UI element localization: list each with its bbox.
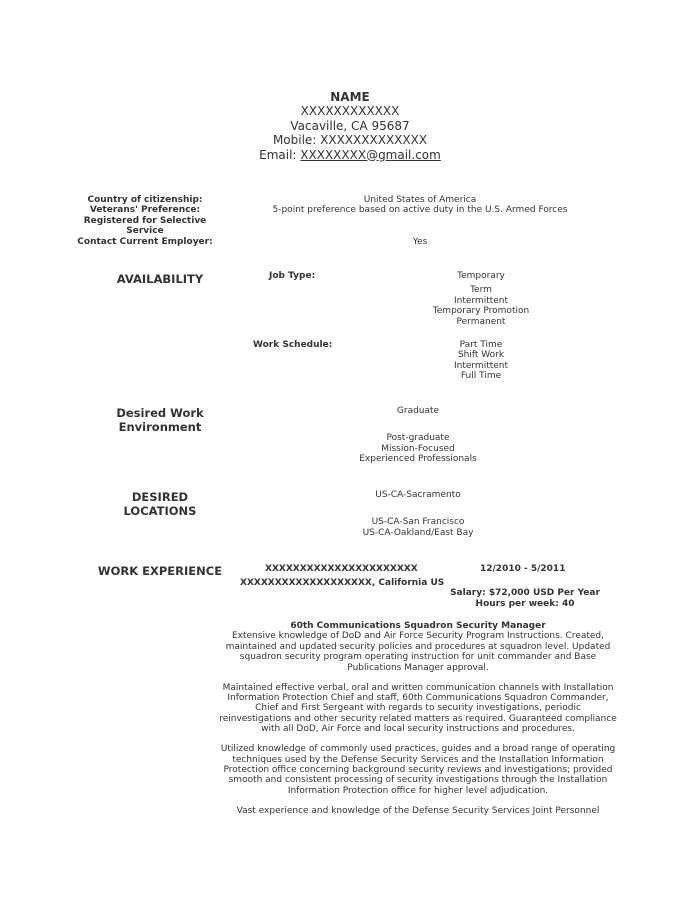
job-type-item: Term bbox=[470, 285, 492, 296]
desired-locations-list bbox=[348, 490, 488, 538]
work-schedule-item: Shift Work bbox=[457, 350, 505, 361]
employer-name: XXXXXXXXXXXXXXXXXXXXXX bbox=[265, 564, 418, 574]
availability-title: AVAILABILITY bbox=[116, 272, 204, 286]
label-selective-service-cont: Service bbox=[126, 226, 164, 237]
work-schedule-item: Intermittent bbox=[453, 360, 509, 371]
desired-environment-list bbox=[348, 406, 488, 465]
job-type-item: Intermittent bbox=[453, 295, 509, 306]
description-paragraph: Extensive knowledge of DoD and Air Force Security Program Instructions. Created, maintained and updated security policies and procedures at squadron level. Updated squadron security program operating instruction for unit commander and Base Publications Manager approval. bbox=[225, 631, 611, 673]
description-paragraph: Maintained effective verbal, oral and written communication channels with Installation Information Protection Chief and staff, 60th Communications Squadron Commander, Chief and First Sergeant with regards to security investigations, periodic reinvestigations and other security related matters as required. Guaranteed compliance with all DoD, Air Force and local security instructions and procedures. bbox=[219, 682, 617, 735]
work-schedule-item: Full Time bbox=[460, 371, 502, 382]
location-item: US-CA-Sacramento bbox=[375, 490, 461, 500]
work-schedule-label: Work Schedule: bbox=[253, 340, 333, 350]
citizenship-values bbox=[240, 195, 600, 247]
value-country: United States of America bbox=[363, 195, 477, 205]
location-item: US-CA-San Francisco bbox=[371, 517, 465, 528]
citizenship-labels bbox=[60, 195, 230, 247]
value-contact-employer: Yes bbox=[412, 236, 428, 247]
value-veterans: 5-point preference based on active duty in the U.S. Armed Forces bbox=[272, 205, 568, 216]
employer-location: XXXXXXXXXXXXXXXXXXX, California US bbox=[240, 578, 445, 588]
job-type-label: Job Type: bbox=[269, 271, 316, 281]
job-description bbox=[218, 621, 618, 826]
salary: Salary: $72,000 USD Per Year bbox=[450, 588, 600, 598]
environment-item: Experienced Professionals bbox=[359, 454, 477, 465]
work-experience-title: WORK EXPERIENCE bbox=[97, 564, 223, 578]
email-link[interactable]: XXXXXXXX@gmail.com bbox=[300, 147, 441, 162]
environment-item: Mission-Focused bbox=[381, 443, 455, 454]
job-type-item: Temporary bbox=[457, 271, 505, 281]
desired-locations-title-line1: DESIRED bbox=[131, 490, 189, 504]
description-paragraph: Utilized knowledge of commonly used practices, guides and a broad range of operating techniques used by the Defense Security Services and the Installation Information Protection office concerning background security reviews and investigations; provided smooth and consistent processing of security investigations through the Installation Information Protection office for higher level adjudication. bbox=[220, 744, 616, 796]
candidate-location: Vacaville, CA 95687 bbox=[290, 118, 410, 133]
description-paragraph: Vast experience and knowledge of the Defense Security Services Joint Personnel bbox=[236, 805, 600, 816]
environment-item: Graduate bbox=[396, 406, 440, 416]
candidate-id: XXXXXXXXXXXX bbox=[300, 104, 400, 118]
candidate-mobile: Mobile: XXXXXXXXXXXXX bbox=[272, 133, 428, 147]
desired-locations-title-line2: LOCATIONS bbox=[123, 504, 197, 518]
email-label: Email: bbox=[259, 147, 301, 162]
job-type-item: Temporary Promotion bbox=[432, 306, 530, 317]
environment-item: Post-graduate bbox=[386, 433, 450, 444]
employment-dates: 12/2010 - 5/2011 bbox=[480, 564, 566, 574]
label-selective-service: Registered for Selective bbox=[83, 215, 207, 226]
candidate-name: NAME bbox=[330, 90, 370, 104]
desired-environment-title bbox=[80, 406, 240, 434]
desired-locations-title bbox=[80, 490, 240, 518]
position-title: 60th Communications Squadron Security Manager bbox=[290, 621, 546, 631]
job-type-item: Permanent bbox=[456, 316, 506, 327]
hours-per-week: Hours per week: 40 bbox=[475, 599, 575, 609]
work-schedule-item: Part Time bbox=[459, 340, 503, 350]
candidate-email bbox=[0, 148, 700, 163]
label-veterans: Veterans' Preference: bbox=[89, 205, 201, 216]
location-item: US-CA-Oakland/East Bay bbox=[362, 527, 474, 538]
contact-header bbox=[0, 90, 700, 162]
job-type-list bbox=[421, 271, 541, 327]
desired-environment-title-line2: Environment bbox=[118, 420, 202, 434]
label-country: Country of citizenship: bbox=[87, 195, 203, 205]
label-contact-employer: Contact Current Employer: bbox=[77, 236, 213, 247]
desired-environment-title-line1: Desired Work bbox=[116, 406, 204, 420]
work-schedule-list bbox=[421, 340, 541, 382]
